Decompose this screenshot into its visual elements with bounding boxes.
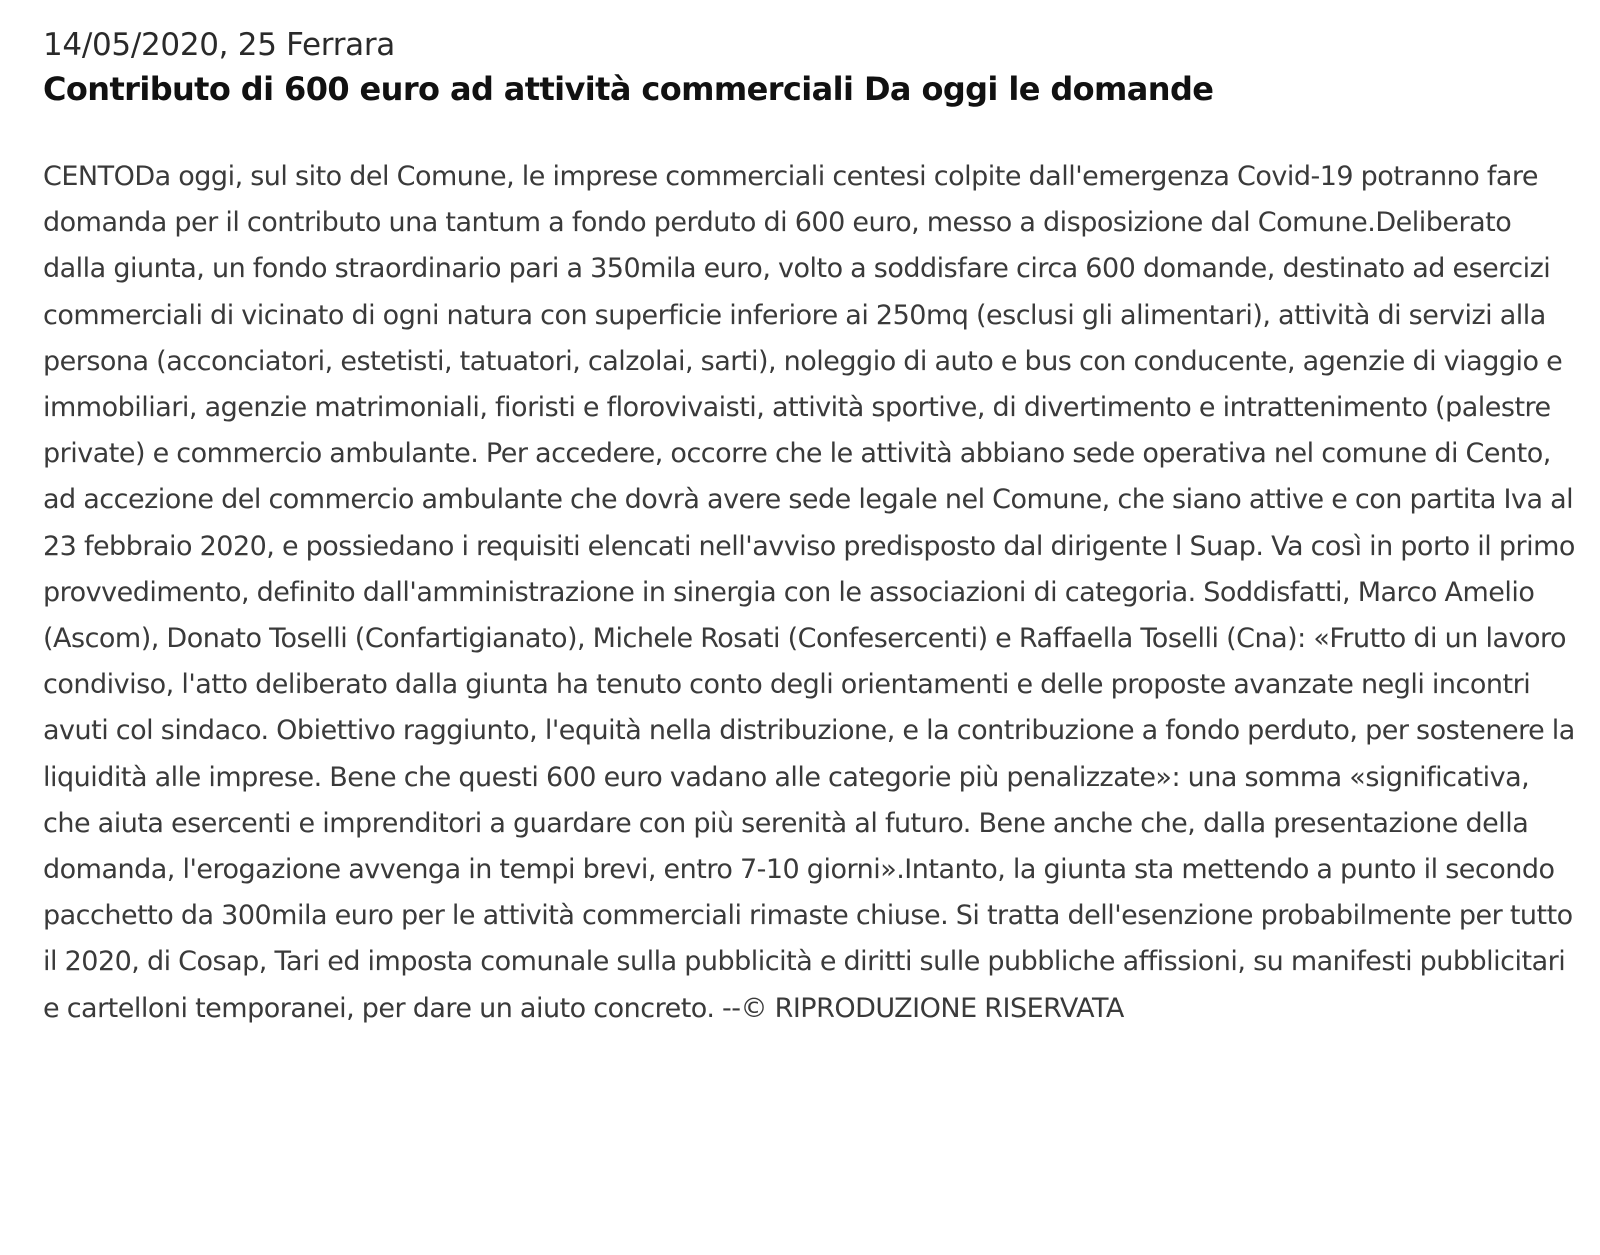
article-title: Contributo di 600 euro ad attività commerciali Da oggi le domande — [43, 70, 1214, 108]
article-dateline: 14/05/2020, 25 Ferrara — [43, 27, 395, 63]
article — [43, 24, 1575, 1032]
article-body: CENTODa oggi, sul sito del Comune, le imprese commerciali centesi colpite dall'emergenza Covid-19 potranno fare domanda per il contributo una tantum a fondo perduto di 600 euro, messo a disposizione dal Comune.Deliberato dalla giunta, un fondo straordinario pari a 350mila euro, volto a soddisfare circa 600 domande, destinato ad esercizi commerciali di vicinato di ogni natura con superficie inferiore ai 250mq (esclusi gli alimentari), attività di servizi alla persona (acconciatori, estetisti, tatuatori, calzolai, sarti), noleggio di auto e bus con conducente, agenzie di viaggio e immobiliari, agenzie matrimoniali, fioristi e florovivaisti, attività sportive, di divertimento e intrattenimento (palestre private) e commercio ambulante. Per accedere, occorre che le attività abbiano sede operativa nel comune di Cento, ad accezione del commercio ambulante che dovrà avere sede legale nel Comune, che siano attive e con partita Iva al 23 febbraio 2020, e possiedano i requisiti elencati nell'avviso predisposto dal dirigente l Suap. Va così in porto il primo provvedimento, definito dall'amministrazione in sinergia con le associazioni di categoria. Soddisfatti, Marco Amelio (Ascom), Donato Toselli (Confartigianato), Michele Rosati (Confesercenti) e Raffaella Toselli (Cna): «Frutto di un lavoro condiviso, l'atto deliberato dalla giunta ha tenuto conto degli orientamenti e delle proposte avanzate negli incontri avuti col sindaco. Obiettivo raggiunto, l'equità nella distribuzione, e la contribuzione a fondo perduto, per sostenere la liquidità alle imprese. Bene che questi 600 euro vadano alle categorie più penalizzate»: una somma «significativa, che aiuta esercenti e imprenditori a guardare con più serenità al futuro. Bene anche che, dalla presentazione della domanda, l'erogazione avvenga in tempi brevi, entro 7-10 giorni».Intanto, la giunta sta mettendo a punto il secondo pacchetto da 300mila euro per le attività commerciali rimaste chiuse. Si tratta dell'esenzione probabilmente per tutto il 2020, di Cosap, Tari ed imposta comunale sulla pubblicità e diritti sulle pubbliche affissioni, su manifesti pubblicitari e cartelloni temporanei, per dare un aiuto concreto. --© RIPRODUZIONE RISERVATA — [43, 161, 1575, 1024]
